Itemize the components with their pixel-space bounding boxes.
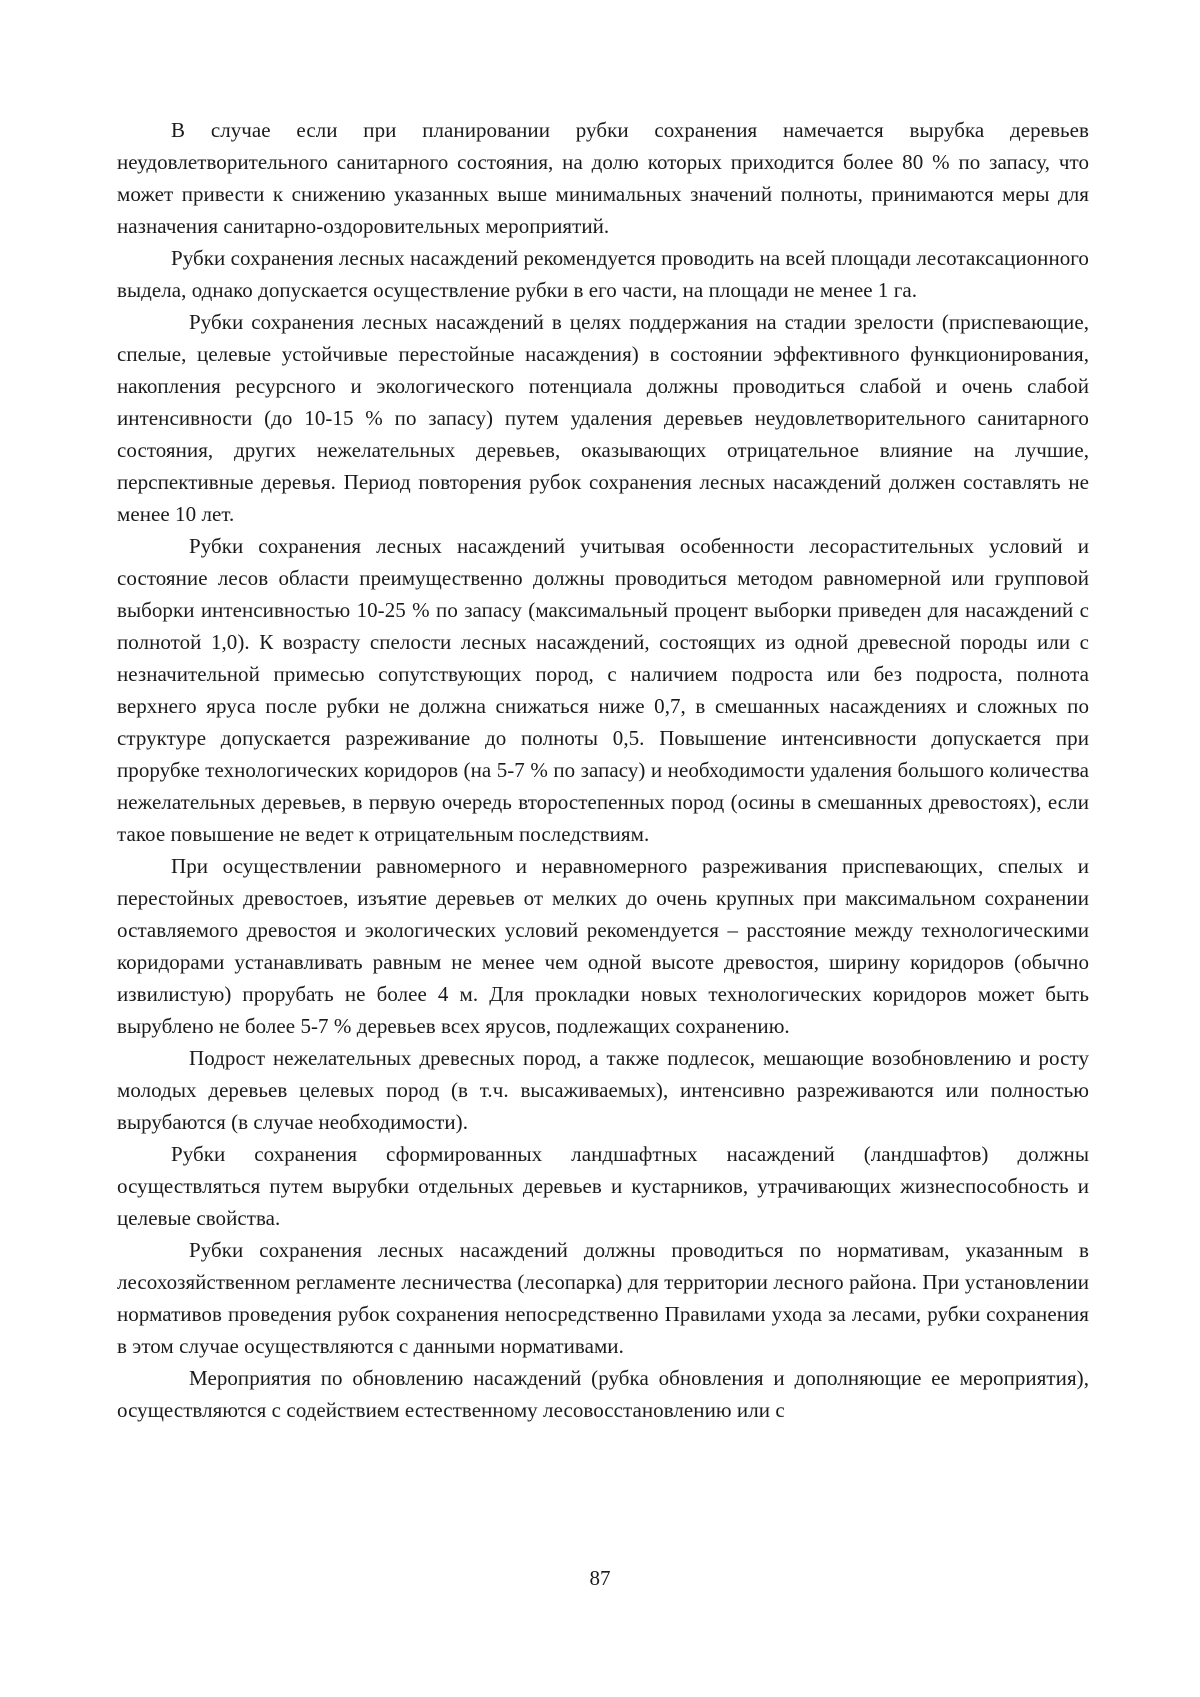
paragraph-technological-corridors: При осуществлении равномерного и неравномерного разреживания приспевающих, спелых и перестойных древостоев, изъятие деревьев от мелких до очень крупных при максимальном сохранении оставляемого древостоя и экологических условий рекомендуется – расстояние между технологическими коридорами устанавливать равным не менее чем одной высоте древостоя, ширину коридоров (обычно извилистую) прорубать не более 4 м. Для прокладки новых технологических коридоров может быть вырублено не более 5-7 % деревьев всех ярусов, подлежащих сохранению. xyxy=(117,854,1089,1038)
page-number: 87 xyxy=(589,1566,611,1590)
paragraph-maturity-stage: Рубки сохранения лесных насаждений в целях поддержания на стадии зрелости (приспевающие, спелые, целевые устойчивые перестойные насаждения) в состоянии эффективного функционирования, накопления ресурсного и экологического потенциала должны проводиться слабой и очень слабой интенсивности (до 10-15 % по запасу) путем удаления деревьев неудовлетворительного санитарного состояния, других нежелательных деревьев, оказывающих отрицательное влияние на лучшие, перспективные деревья. Период повторения рубок сохранения лесных насаждений должен составлять не менее 10 лет. xyxy=(117,310,1089,526)
paragraph-standards: Рубки сохранения лесных насаждений должны проводиться по нормативам, указанным в лесохозяйственном регламенте лесничества (лесопарка) для территории лесного района. При установлении нормативов проведения рубок сохранения непосредственно Правилами ухода за лесами, рубки сохранения в этом случае осуществляются с данными нормативами. xyxy=(117,1238,1089,1358)
paragraph-cutting-area: Рубки сохранения лесных насаждений рекомендуется проводить на всей площади лесотаксационного выдела, однако допускается осуществление рубки в его части, на площади не менее 1 га. xyxy=(117,246,1089,302)
paragraph-undergrowth: Подрост нежелательных древесных пород, а также подлесок, мешающие возобновлению и росту молодых деревьев целевых пород (в т.ч. высаживаемых), интенсивно разреживаются или полностью вырубаются (в случае необходимости). xyxy=(117,1046,1089,1134)
paragraph-renewal-measures: Мероприятия по обновлению насаждений (рубка обновления и дополняющие ее мероприятия), осуществляются с содействием естественному лесовосстановлению или с xyxy=(117,1366,1089,1422)
page-body xyxy=(117,114,1089,1426)
paragraph-selection-intensity: Рубки сохранения лесных насаждений учитывая особенности лесорастительных условий и состояние лесов области преимущественно должны проводиться методом равномерной или групповой выборки интенсивностью 10-25 % по запасу (максимальный процент выборки приведен для насаждений с полнотой 1,0). К возрасту спелости лесных насаждений, состоящих из одной древесной породы или с незначительной примесью сопутствующих пород, с наличием подроста или без подроста, полнота верхнего яруса после рубки не должна снижаться ниже 0,7, в смешанных насаждениях и сложных по структуре допускается разреживание до полноты 0,5. Повышение интенсивности допускается при прорубке технологических коридоров (на 5-7 % по запасу) и необходимости удаления большого количества нежелательных деревьев, в первую очередь второстепенных пород (осины в смешанных древостоях), если такое повышение не ведет к отрицательным последствиям. xyxy=(117,534,1089,846)
paragraph-sanitary-condition: В случае если при планировании рубки сохранения намечается вырубка деревьев неудовлетворительного санитарного состояния, на долю которых приходится более 80 % по запасу, что может привести к снижению указанных выше минимальных значений полноты, принимаются меры для назначения санитарно-оздоровительных мероприятий. xyxy=(117,118,1089,238)
paragraph-landscape-plantings: Рубки сохранения сформированных ландшафтных насаждений (ландшафтов) должны осуществляться путем вырубки отдельных деревьев и кустарников, утрачивающих жизнеспособность и целевые свойства. xyxy=(117,1142,1089,1230)
